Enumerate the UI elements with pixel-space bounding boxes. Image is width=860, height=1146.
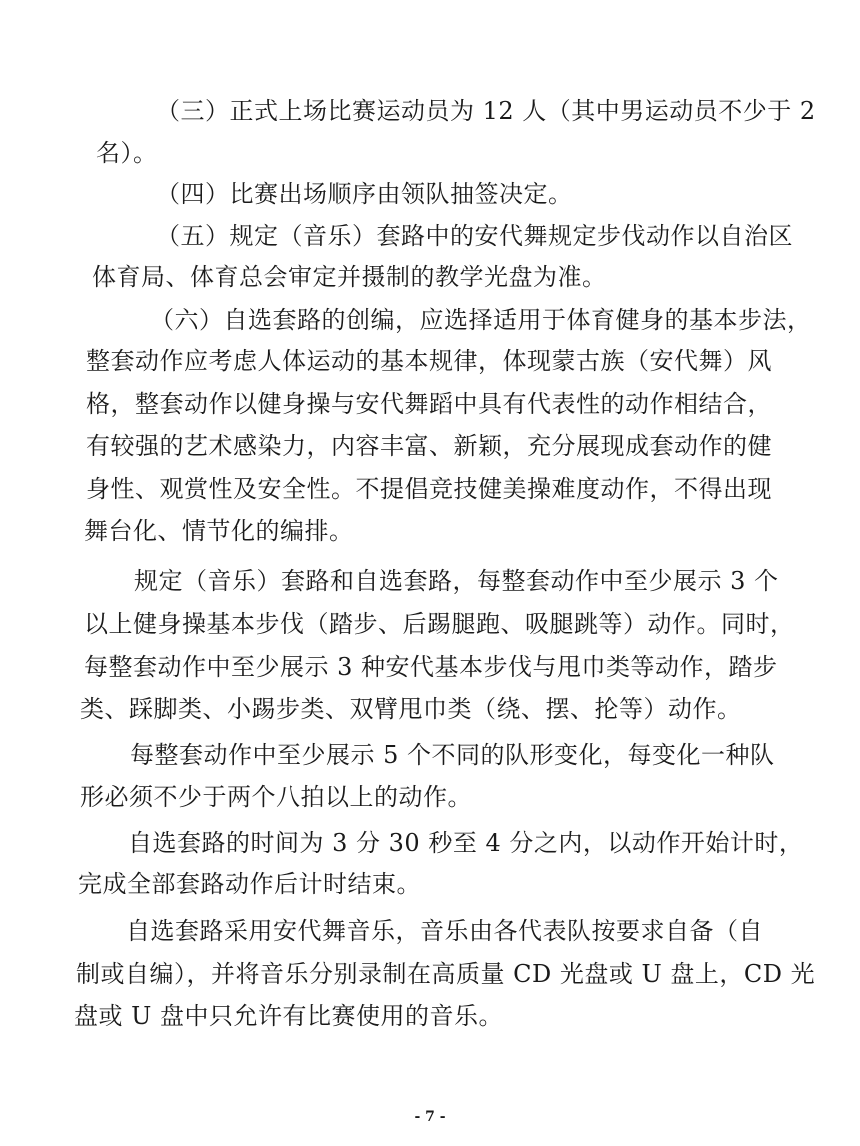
text-line: 格，整套动作以健身操与安代舞蹈中具有代表性的动作相结合， [86, 390, 772, 418]
text-line: 整套动作应考虑人体运动的基本规律，体现蒙古族（安代舞）风 [86, 347, 772, 375]
text-line: 舞台化、情节化的编排。 [84, 517, 354, 545]
text-line: （五）规定（音乐）套路中的安代舞规定步伐动作以自治区 [156, 222, 793, 250]
text-line: 每整套动作中至少展示 3 种安代基本步伐与甩巾类等动作，踏步 [84, 653, 778, 681]
text-line: 名）。 [96, 139, 158, 167]
text-line: 制或自编），并将音乐分别录制在高质量 CD 光盘或 U 盘上，CD 光 [76, 960, 816, 988]
text-line: （四）比赛出场顺序由领队抽签决定。 [156, 180, 573, 208]
text-line: 类、踩脚类、小踢步类、双臂甩巾类（绕、摆、抡等）动作。 [80, 695, 742, 723]
text-line: 盘或 U 盘中只允许有比赛使用的音乐。 [74, 1002, 503, 1030]
text-line: 体育局、体育总会审定并摄制的教学光盘为准。 [92, 263, 607, 291]
text-line: 以上健身操基本步伐（踏步、后踢腿跑、吸腿跳等）动作。同时， [84, 610, 795, 638]
text-line: 有较强的艺术感染力，内容丰富、新颖，充分展现成套动作的健 [86, 432, 772, 460]
text-line: 形必须不少于两个八拍以上的动作。 [80, 783, 472, 811]
page-number: - 7 - [414, 1109, 446, 1125]
text-line: （六）自选套路的创编，应选择适用于体育健身的基本步法， [150, 306, 812, 334]
text-line: 自选套路的时间为 3 分 30 秒至 4 分之内，以动作开始计时， [128, 829, 804, 857]
text-line: 规定（音乐）套路和自选套路，每整套动作中至少展示 3 个 [134, 567, 779, 595]
text-line: （三）正式上场比赛运动员为 12 人（其中男运动员不少于 2 [156, 97, 816, 125]
text-line: 自选套路采用安代舞音乐，音乐由各代表队按要求自备（自 [126, 917, 763, 945]
text-line: 身性、观赏性及安全性。不提倡竞技健美操难度动作，不得出现 [86, 475, 772, 503]
text-line: 完成全部套路动作后计时结束。 [78, 870, 421, 898]
text-line: 每整套动作中至少展示 5 个不同的队形变化，每变化一种队 [130, 741, 775, 769]
